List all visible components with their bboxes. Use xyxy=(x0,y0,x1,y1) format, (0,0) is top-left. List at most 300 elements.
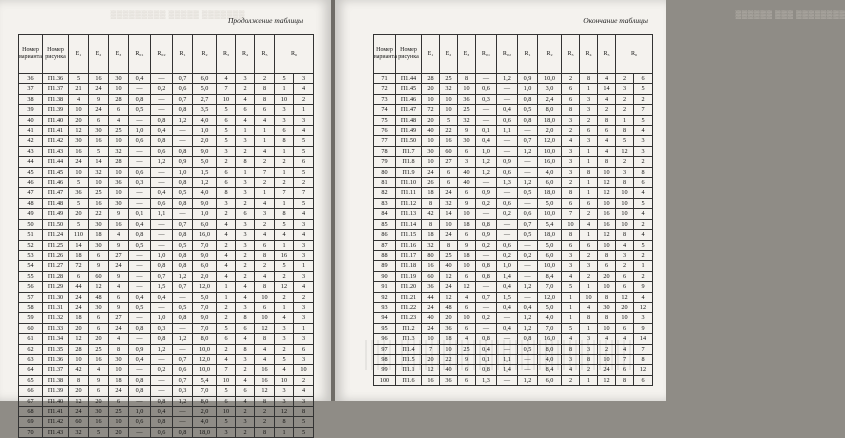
table-cell: 2 xyxy=(616,261,634,271)
table-cell: 3 xyxy=(275,396,294,406)
table-cell: — xyxy=(476,323,497,333)
table-cell: 6,0 xyxy=(193,219,217,229)
table-header-row xyxy=(19,35,314,74)
table-cell: 3 xyxy=(458,157,476,167)
table-cell: 4 xyxy=(275,365,294,375)
table-cell: 2 xyxy=(275,292,294,302)
table-row xyxy=(374,230,653,240)
table-cell: 94 xyxy=(374,313,396,323)
table-cell: 3 xyxy=(294,219,314,229)
table-cell: 24 xyxy=(422,302,440,312)
table-cell: 9 xyxy=(458,126,476,136)
table-cell: 25 xyxy=(89,344,109,354)
table-cell: 6 xyxy=(217,396,236,406)
table-cell: 0,5 xyxy=(518,105,538,115)
table-cell: 1 xyxy=(255,126,275,136)
table-cell: П1.40 xyxy=(43,115,69,125)
table-cell: 2 xyxy=(275,344,294,354)
table-cell: — xyxy=(129,365,151,375)
table-cell: П1.44 xyxy=(43,157,69,167)
table-cell: 5 xyxy=(634,115,653,125)
table-cell: 1,0 xyxy=(129,126,151,136)
table-cell: 12 xyxy=(69,396,89,406)
table-cell: 85 xyxy=(374,219,396,229)
table-cell: 36 xyxy=(422,282,440,292)
table-cell: 6 xyxy=(294,344,314,354)
table-cell: 5 xyxy=(562,282,580,292)
table-cell: 8 xyxy=(598,115,616,125)
table-cell: 7 xyxy=(275,188,294,198)
table-cell: 1,2 xyxy=(518,146,538,156)
table-cell: 72 xyxy=(69,261,89,271)
table-cell: 4 xyxy=(634,230,653,240)
table-cell: 0,8 xyxy=(173,146,193,156)
table-cell: 18 xyxy=(440,334,458,344)
table-cell: 4 xyxy=(294,84,314,94)
table-cell: — xyxy=(151,219,173,229)
table-cell: 0,6 xyxy=(173,84,193,94)
table-cell: 12 xyxy=(255,323,275,333)
table-cell: — xyxy=(518,271,538,281)
table-cell: 8 xyxy=(255,334,275,344)
column-header: Номер варианта xyxy=(374,35,396,74)
table-cell: 1 xyxy=(580,178,598,188)
table-cell: 39 xyxy=(19,105,43,115)
table-cell: 8 xyxy=(580,167,598,177)
table-row xyxy=(374,126,653,136)
table-cell: П1.3 xyxy=(396,334,422,344)
table-cell: 7 xyxy=(255,167,275,177)
table-cell: 1 xyxy=(217,292,236,302)
table-cell: 8 xyxy=(255,250,275,260)
table-cell: 1 xyxy=(634,261,653,271)
table-cell: 4 xyxy=(217,261,236,271)
table-cell: 4,0 xyxy=(538,313,562,323)
table-cell: 5,0 xyxy=(538,198,562,208)
table-cell: 4 xyxy=(217,354,236,364)
table-cell: 8 xyxy=(275,136,294,146)
table-cell: 0,7 xyxy=(518,219,538,229)
table-cell: 10 xyxy=(440,344,458,354)
table-cell: П1.39 xyxy=(43,386,69,396)
table-cell: 4 xyxy=(255,146,275,156)
table-cell: 8 xyxy=(616,178,634,188)
table-cell: 25 xyxy=(109,407,129,417)
table-cell: 4 xyxy=(236,375,255,385)
table-cell: 5,4 xyxy=(193,375,217,385)
table-cell: 4 xyxy=(255,230,275,240)
table-cell: 6,0 xyxy=(538,375,562,385)
table-cell: — xyxy=(129,261,151,271)
table-cell: 6 xyxy=(580,126,598,136)
table-cell: 0,7 xyxy=(173,354,193,364)
table-cell: 5 xyxy=(616,136,634,146)
table-cell: 3 xyxy=(562,146,580,156)
table-cell: 81 xyxy=(374,178,396,188)
table-cell: 21 xyxy=(69,84,89,94)
table-cell: 5 xyxy=(634,198,653,208)
table-cell: — xyxy=(476,302,497,312)
table-cell: П1.47 xyxy=(43,188,69,198)
table-cell: — xyxy=(497,94,518,104)
table-cell: 8 xyxy=(109,344,129,354)
table-cell: 3 xyxy=(634,313,653,323)
table-cell: 2 xyxy=(616,94,634,104)
table-cell: 73 xyxy=(374,94,396,104)
table-cell: 10 xyxy=(598,282,616,292)
table-cell: 72 xyxy=(374,84,396,94)
table-cell: 43 xyxy=(19,146,43,156)
table-cell: 0,4 xyxy=(497,302,518,312)
table-cell: 2 xyxy=(634,94,653,104)
table-cell: 2,0 xyxy=(193,136,217,146)
table-cell: 10 xyxy=(89,178,109,188)
table-cell: 1 xyxy=(275,167,294,177)
table-cell: 5 xyxy=(89,146,109,156)
table-cell: 8,0 xyxy=(193,396,217,406)
table-cell: 1 xyxy=(562,302,580,312)
table-cell: 27 xyxy=(109,313,129,323)
table-cell: — xyxy=(129,84,151,94)
table-cell: 4 xyxy=(236,396,255,406)
table-cell: 12 xyxy=(422,365,440,375)
table-cell: 0,9 xyxy=(497,157,518,167)
table-cell: 20 xyxy=(109,427,129,437)
table-cell: 57 xyxy=(19,292,43,302)
table-cell: — xyxy=(151,240,173,250)
table-cell: 5 xyxy=(275,74,294,84)
table-cell: 8 xyxy=(440,240,458,250)
table-cell: 12 xyxy=(255,386,275,396)
table-cell: 8 xyxy=(580,354,598,364)
table-cell: 3 xyxy=(255,209,275,219)
table-row xyxy=(19,84,314,94)
table-cell: П1.35 xyxy=(43,344,69,354)
table-cell: П1.5 xyxy=(396,354,422,364)
table-cell: 30 xyxy=(89,126,109,136)
table-cell: 3 xyxy=(217,146,236,156)
table-cell: 2 xyxy=(580,365,598,375)
table-row xyxy=(19,240,314,250)
table-cell: 8 xyxy=(236,344,255,354)
table-cell: 4 xyxy=(616,344,634,354)
table-cell: 7 xyxy=(616,354,634,364)
table-cell: — xyxy=(497,313,518,323)
table-cell: 36 xyxy=(69,188,89,198)
table-cell: 2 xyxy=(255,261,275,271)
table-cell: 6 xyxy=(634,74,653,84)
table-cell: 0,5 xyxy=(129,240,151,250)
table-cell: 12,0 xyxy=(193,282,217,292)
table-cell: 1 xyxy=(294,261,314,271)
table-cell: 0,4 xyxy=(497,105,518,115)
table-cell: 28 xyxy=(109,157,129,167)
table-cell: 0,8 xyxy=(129,94,151,104)
table-cell: 0,5 xyxy=(518,344,538,354)
table-row xyxy=(374,178,653,188)
table-cell: 7,0 xyxy=(538,282,562,292)
table-cell: 8 xyxy=(422,219,440,229)
table-cell: 48 xyxy=(440,302,458,312)
table-cell: 2 xyxy=(217,313,236,323)
table-cell: 9 xyxy=(634,282,653,292)
table-cell: 8,0 xyxy=(193,334,217,344)
table-cell: 0,1 xyxy=(476,126,497,136)
table-cell: 1 xyxy=(562,292,580,302)
table-cell: 2 xyxy=(236,146,255,156)
table-cell: 1 xyxy=(580,84,598,94)
table-cell: 8,0 xyxy=(538,344,562,354)
table-cell: 4 xyxy=(217,250,236,260)
table-cell: 1 xyxy=(255,188,275,198)
table-cell: 3 xyxy=(236,188,255,198)
table-cell: 2 xyxy=(598,344,616,354)
table-cell: 18 xyxy=(69,313,89,323)
table-cell: 4 xyxy=(562,271,580,281)
table-cell: 10 xyxy=(275,94,294,104)
table-cell: 0,8 xyxy=(129,375,151,385)
table-cell: П1.47 xyxy=(396,105,422,115)
table-cell: 1,1 xyxy=(151,209,173,219)
table-cell: 0,6 xyxy=(476,84,497,94)
table-cell: — xyxy=(129,188,151,198)
table-cell: 2 xyxy=(562,375,580,385)
table-cell: П1.36 xyxy=(43,74,69,84)
table-cell: 12 xyxy=(598,188,616,198)
table-cell: 36 xyxy=(109,178,129,188)
table-cell: 7 xyxy=(634,105,653,115)
table-cell: 6 xyxy=(458,271,476,281)
column-header: R₀₁ xyxy=(476,35,497,74)
table-cell: — xyxy=(129,250,151,260)
table-cell: 6 xyxy=(89,313,109,323)
table-cell: 14 xyxy=(634,334,653,344)
table-cell: 2 xyxy=(616,105,634,115)
table-cell: 0,6 xyxy=(497,240,518,250)
table-cell: 6 xyxy=(109,105,129,115)
table-cell: 4 xyxy=(217,219,236,229)
table-cell: 0,8 xyxy=(518,334,538,344)
table-cell: 8 xyxy=(458,74,476,84)
table-cell: 5 xyxy=(294,136,314,146)
table-cell: 0,9 xyxy=(476,230,497,240)
table-cell: 6 xyxy=(616,271,634,281)
table-cell: — xyxy=(518,157,538,167)
table-cell: 2 xyxy=(580,271,598,281)
table-cell: 25 xyxy=(89,188,109,198)
table-cell: — xyxy=(497,334,518,344)
table-cell: 1,2 xyxy=(518,323,538,333)
table-cell: 18,0 xyxy=(538,230,562,240)
table-cell: 1,3 xyxy=(497,178,518,188)
table-cell: 1 xyxy=(580,230,598,240)
table-cell: 2 xyxy=(580,250,598,260)
table-cell: 0,9 xyxy=(476,188,497,198)
bleed-through-text: ▒▒▒▒▒▒▒▒ ▒▒▒ ▒▒▒▒▒▒ xyxy=(735,10,845,19)
table-cell: — xyxy=(173,292,193,302)
table-cell: 12 xyxy=(616,292,634,302)
table-cell: 4 xyxy=(236,334,255,344)
table-cell: 16,0 xyxy=(538,334,562,344)
table-cell: 12 xyxy=(275,407,294,417)
table-cell: П1.37 xyxy=(43,365,69,375)
table-cell: 3 xyxy=(217,427,236,437)
table-cell: 44 xyxy=(19,157,43,167)
table-cell: 3 xyxy=(634,146,653,156)
table-cell: 10 xyxy=(440,94,458,104)
table-cell: 30 xyxy=(89,302,109,312)
table-cell: 2 xyxy=(217,209,236,219)
table-cell: 0,6 xyxy=(151,427,173,437)
table-cell: 61 xyxy=(19,334,43,344)
table-cell: — xyxy=(151,230,173,240)
table-cell: 5 xyxy=(69,178,89,188)
table-cell: 2 xyxy=(217,344,236,354)
table-cell: 30 xyxy=(422,146,440,156)
table-cell: 3,0 xyxy=(538,84,562,94)
table-cell: П1.43 xyxy=(43,146,69,156)
table-cell: 30 xyxy=(69,136,89,146)
table-cell: 2 xyxy=(236,427,255,437)
table-cell: 0,8 xyxy=(173,313,193,323)
table-cell: 2 xyxy=(562,178,580,188)
table-cell: 1,0 xyxy=(151,250,173,260)
table-cell: 10 xyxy=(422,157,440,167)
table-cell: 49 xyxy=(19,209,43,219)
table-row xyxy=(19,282,314,292)
table-cell: 6 xyxy=(275,126,294,136)
table-cell: 9 xyxy=(89,375,109,385)
table-cell: 24 xyxy=(69,407,89,417)
table-cell: 6 xyxy=(562,94,580,104)
table-cell: 2 xyxy=(217,157,236,167)
table-cell: 1 xyxy=(616,115,634,125)
table-cell: — xyxy=(151,302,173,312)
table-cell: 3 xyxy=(294,302,314,312)
table-cell: 16 xyxy=(89,354,109,364)
table-cell: 10 xyxy=(109,84,129,94)
table-cell: 4 xyxy=(634,188,653,198)
table-cell: П1.15 xyxy=(396,230,422,240)
table-cell: 12,0 xyxy=(538,292,562,302)
table-cell: 5 xyxy=(217,417,236,427)
table-cell: 3 xyxy=(275,334,294,344)
table-cell: П1.24 xyxy=(43,230,69,240)
table-cell: 27 xyxy=(109,250,129,260)
table-cell: 0,7 xyxy=(518,136,538,146)
table-row xyxy=(374,323,653,333)
table-cell: 16 xyxy=(255,375,275,385)
right-page-caption: Окончание таблицы xyxy=(583,16,648,25)
table-cell: 59 xyxy=(19,313,43,323)
table-cell: П1.41 xyxy=(43,126,69,136)
table-cell: 6 xyxy=(634,375,653,385)
table-cell: 12 xyxy=(458,282,476,292)
table-cell: 40 xyxy=(458,167,476,177)
table-cell: 71 xyxy=(374,74,396,84)
table-cell: 2 xyxy=(217,240,236,250)
table-cell: 8,0 xyxy=(538,105,562,115)
table-cell: 4 xyxy=(598,334,616,344)
table-cell: — xyxy=(497,146,518,156)
table-cell: 42 xyxy=(19,136,43,146)
table-cell: 0,4 xyxy=(497,282,518,292)
table-cell: 0,6 xyxy=(129,167,151,177)
table-row xyxy=(19,396,314,406)
table-cell: 5 xyxy=(217,126,236,136)
table-cell: 8,4 xyxy=(538,365,562,375)
table-cell: 18 xyxy=(109,375,129,385)
table-cell: 5,0 xyxy=(193,157,217,167)
table-cell: 27 xyxy=(440,157,458,167)
table-cell: — xyxy=(476,105,497,115)
table-cell: 24 xyxy=(69,302,89,312)
table-cell: 16 xyxy=(422,261,440,271)
table-cell: 1 xyxy=(294,105,314,115)
table-cell: 2 xyxy=(236,250,255,260)
table-cell: 2 xyxy=(294,94,314,104)
table-cell: 9 xyxy=(458,354,476,364)
table-cell: 20 xyxy=(69,209,89,219)
table-cell: 6 xyxy=(217,178,236,188)
table-cell: 4 xyxy=(255,354,275,364)
table-cell: 6 xyxy=(255,302,275,312)
table-cell: П1.4 xyxy=(396,344,422,354)
table-cell: 10,0 xyxy=(538,209,562,219)
table-cell: 2 xyxy=(236,198,255,208)
table-cell: 0,7 xyxy=(476,292,497,302)
table-cell: 5 xyxy=(294,417,314,427)
table-cell: 30 xyxy=(109,74,129,84)
table-cell: 77 xyxy=(374,136,396,146)
table-cell: 70 xyxy=(19,427,43,437)
table-cell: П1.7 xyxy=(396,146,422,156)
table-cell: 1,5 xyxy=(193,167,217,177)
table-cell: 9 xyxy=(109,209,129,219)
table-cell: 3 xyxy=(616,167,634,177)
table-cell: 4 xyxy=(89,365,109,375)
table-cell: 0,3 xyxy=(129,178,151,188)
table-cell: — xyxy=(151,105,173,115)
column-header: R₀₂ xyxy=(497,35,518,74)
table-cell: П1.10 xyxy=(396,178,422,188)
table-cell: 10 xyxy=(598,167,616,177)
table-cell: П1.9 xyxy=(396,167,422,177)
table-cell: — xyxy=(129,115,151,125)
table-cell: 0,8 xyxy=(151,115,173,125)
table-cell: 92 xyxy=(374,292,396,302)
column-header: R₆ xyxy=(616,35,653,74)
table-cell: 4 xyxy=(580,219,598,229)
table-cell: 6 xyxy=(598,261,616,271)
table-cell: 10 xyxy=(217,94,236,104)
table-cell: 38 xyxy=(19,94,43,104)
column-header: E₂ xyxy=(89,35,109,74)
table-cell: 4 xyxy=(634,209,653,219)
table-cell: 20 xyxy=(440,313,458,323)
table-cell: П1.48 xyxy=(43,198,69,208)
table-cell: 5,0 xyxy=(538,240,562,250)
table-cell: 16,0 xyxy=(193,230,217,240)
table-cell: 84 xyxy=(374,209,396,219)
table-cell: 2 xyxy=(275,271,294,281)
table-cell: 10 xyxy=(598,198,616,208)
table-cell: 46 xyxy=(19,178,43,188)
table-cell: 1 xyxy=(275,198,294,208)
table-cell: 10 xyxy=(109,188,129,198)
table-cell: 1 xyxy=(580,323,598,333)
table-cell: 6 xyxy=(236,209,255,219)
